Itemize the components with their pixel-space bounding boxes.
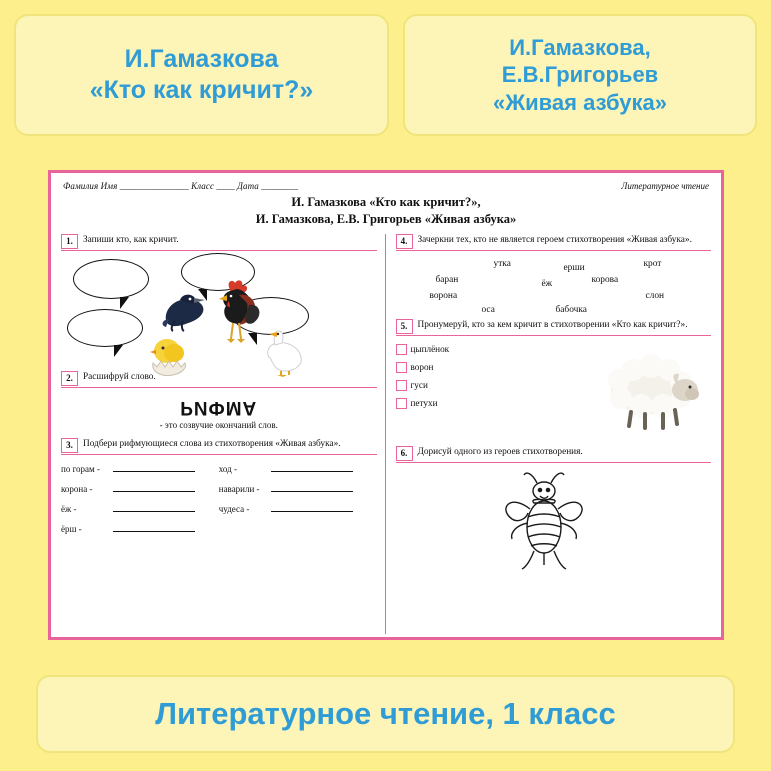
rhyme-answer-field[interactable] bbox=[113, 523, 195, 532]
rhyme-label: наварили - bbox=[218, 483, 260, 494]
task-5-label: цыплёнок bbox=[410, 344, 450, 355]
rooster-illustration bbox=[209, 277, 263, 351]
goose-illustration bbox=[257, 329, 307, 377]
banner-bottom bbox=[36, 675, 735, 753]
task-5 bbox=[396, 319, 712, 336]
task-4-word[interactable]: бабочка bbox=[555, 304, 587, 315]
rhyme-label: корона - bbox=[61, 483, 93, 494]
rhyme-column-left bbox=[61, 463, 219, 543]
task-3 bbox=[61, 438, 377, 455]
checkbox-icon[interactable] bbox=[396, 344, 407, 355]
rhyme-answer-field[interactable] bbox=[113, 483, 195, 492]
page-title-line1: И. Гамазкова «Кто как кричит?», bbox=[291, 195, 481, 209]
task-5-head bbox=[396, 319, 712, 336]
banner-left-line2: «Кто как кричит?» bbox=[89, 76, 314, 104]
task-4 bbox=[396, 234, 712, 251]
task-4-word[interactable]: ерши bbox=[563, 262, 585, 273]
task-6 bbox=[396, 446, 712, 463]
task-5-label: гуси bbox=[410, 380, 428, 391]
rhyme-label: по горам - bbox=[61, 463, 100, 474]
task-2-text: Расшифруй слово. bbox=[83, 371, 156, 382]
task-3-rhyme-grid bbox=[61, 463, 377, 543]
task-5-text: Пронумеруй, кто за кем кричит в стихотворении «Кто как кричит?». bbox=[417, 319, 688, 330]
rhyme-answer-field[interactable] bbox=[271, 463, 353, 472]
rhyme-row[interactable] bbox=[61, 483, 219, 494]
task-1 bbox=[61, 234, 377, 251]
checkbox-icon[interactable] bbox=[396, 398, 407, 409]
rhyme-row[interactable] bbox=[61, 503, 219, 514]
task-1-artwork bbox=[61, 253, 377, 371]
task-3-head bbox=[61, 438, 377, 455]
speech-bubble-3[interactable] bbox=[67, 309, 143, 347]
task-3-text: Подбери рифмующиеся слова из стихотворения «Живая азбука». bbox=[83, 438, 341, 449]
task-6-head bbox=[396, 446, 712, 463]
task-4-number: 4. bbox=[396, 234, 413, 249]
rhyme-label: ход - bbox=[218, 463, 237, 474]
task-5-label: ворон bbox=[410, 362, 434, 373]
crow-illustration bbox=[161, 289, 207, 333]
task-5-area bbox=[396, 344, 712, 440]
task-4-word[interactable]: ворона bbox=[429, 290, 458, 301]
rhyme-row[interactable] bbox=[61, 523, 219, 534]
bee-drawing bbox=[494, 469, 594, 581]
banner-bottom-text: Литературное чтение, 1 класс bbox=[155, 696, 616, 731]
worksheet-sheet bbox=[48, 170, 724, 640]
rhyme-answer-field[interactable] bbox=[271, 503, 353, 512]
task-2 bbox=[61, 371, 377, 388]
task-5-label: петухи bbox=[410, 398, 438, 409]
task-4-word[interactable]: корова bbox=[591, 274, 619, 285]
page-title bbox=[61, 194, 711, 228]
rhyme-column-right bbox=[219, 463, 377, 543]
task-2-note: - это созвучие окончаний слов. bbox=[159, 419, 278, 430]
task-6-text: Дорисуй одного из героев стихотворения. bbox=[417, 446, 583, 457]
task-1-head bbox=[61, 234, 377, 251]
task-2-mirror-word: РИФМА bbox=[180, 396, 258, 418]
task-4-word[interactable]: ёж bbox=[541, 278, 553, 289]
rhyme-label: ёж - bbox=[61, 503, 77, 514]
rhyme-answer-field[interactable] bbox=[271, 483, 353, 492]
banner-right-line2: Е.В.Григорьев bbox=[501, 62, 659, 88]
task-6-drawing-area[interactable] bbox=[396, 465, 712, 585]
subject-label: Литературное чтение bbox=[621, 181, 709, 191]
chick-illustration bbox=[147, 337, 191, 379]
speech-bubble-1[interactable] bbox=[73, 259, 149, 299]
banner-left bbox=[14, 14, 389, 136]
task-4-word[interactable]: утка bbox=[493, 258, 511, 269]
task-4-word[interactable]: оса bbox=[481, 304, 495, 315]
task-4-word[interactable]: слон bbox=[645, 290, 665, 301]
rhyme-row[interactable] bbox=[219, 503, 377, 514]
left-column bbox=[61, 234, 386, 634]
banner-right bbox=[403, 14, 757, 136]
task-1-number: 1. bbox=[61, 234, 78, 249]
rhyme-row[interactable] bbox=[219, 483, 377, 494]
task-4-word-cloud bbox=[396, 257, 712, 319]
rhyme-label: ёрш - bbox=[61, 523, 82, 534]
task-4-head bbox=[396, 234, 712, 251]
checkbox-icon[interactable] bbox=[396, 362, 407, 373]
student-info-line: Фамилия Имя _______________ Класс ____ Дата ________ bbox=[63, 181, 299, 191]
rhyme-answer-field[interactable] bbox=[113, 463, 195, 472]
worksheet-columns bbox=[61, 234, 711, 634]
task-6-number: 6. bbox=[396, 446, 413, 461]
checkbox-icon[interactable] bbox=[396, 380, 407, 391]
banner-right-line3: «Живая азбука» bbox=[493, 89, 667, 115]
top-banner-row bbox=[14, 14, 757, 136]
rhyme-answer-field[interactable] bbox=[113, 503, 195, 512]
task-2-number: 2. bbox=[61, 371, 78, 386]
banner-right-line1: И.Гамазкова, bbox=[509, 34, 651, 60]
sheep-illustration bbox=[593, 354, 705, 432]
task-1-text: Запиши кто, как кричит. bbox=[83, 234, 179, 245]
task-2-head bbox=[61, 371, 377, 388]
rhyme-label: чудеса - bbox=[218, 503, 250, 514]
page-title-line2: И. Гамазкова, Е.В. Григорьев «Живая азбука» bbox=[255, 211, 517, 226]
task-5-number: 5. bbox=[396, 319, 413, 334]
task-3-number: 3. bbox=[61, 438, 78, 453]
task-4-text: Зачеркни тех, кто не является героем стихотворения «Живая азбука». bbox=[417, 234, 692, 245]
rhyme-row[interactable] bbox=[219, 463, 377, 474]
task-4-word[interactable]: крот bbox=[643, 258, 662, 269]
rhyme-row[interactable] bbox=[61, 463, 219, 474]
right-column bbox=[396, 234, 712, 634]
task-4-word[interactable]: баран bbox=[435, 274, 459, 285]
sheet-header bbox=[61, 181, 711, 193]
banner-left-line1: И.Гамазкова bbox=[124, 44, 279, 73]
